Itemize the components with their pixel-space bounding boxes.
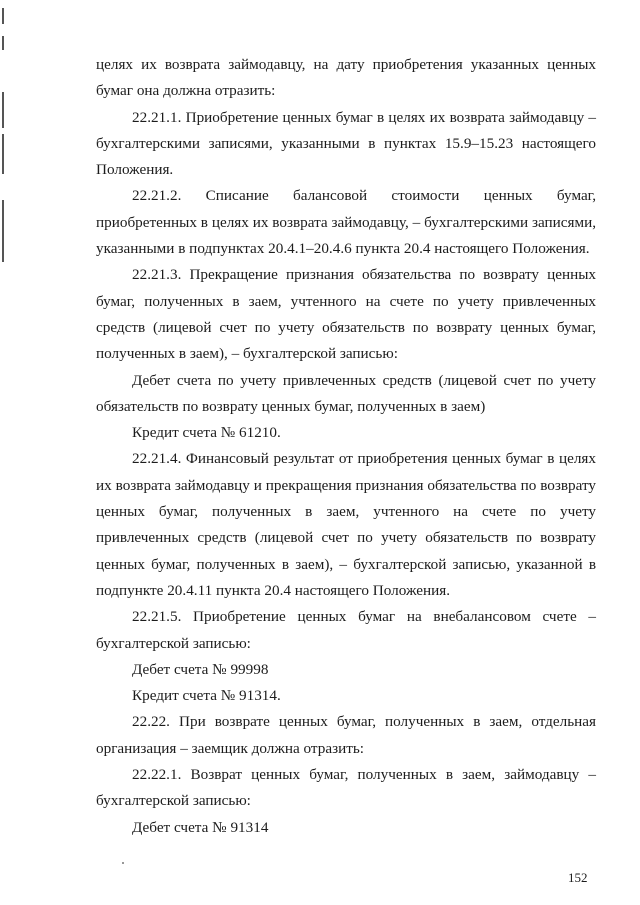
scan-margin-mark: [2, 200, 4, 262]
document-body: [96, 52, 596, 841]
paragraph-22-21-2: 22.21.2. Списание балансовой стоимости ценных бумаг, приобретенных в целях их возврата займодавцу, – бухгалтерскими записями, указанными в подпунктах 20.4.1–20.4.6 пункта 20.4 настоящего Положения.: [96, 187, 596, 258]
debit-entry: Дебет счета № 91314: [132, 818, 269, 836]
paragraph-22-22-1: 22.22.1. Возврат ценных бумаг, полученных в заем, займодавцу – бухгалтерской записью:: [96, 766, 596, 810]
paragraph-22-21-3: 22.21.3. Прекращение признания обязательства по возврату ценных бумаг, полученных в заем, учтенного на счете по учету привлеченных средств (лицевой счет по учету обязательств по возврату ценных бумаг, полученных в заем), – бухгалтерской записью:: [96, 266, 596, 363]
credit-entry: Кредит счета № 91314.: [132, 687, 281, 705]
paragraph-continuation: целях их возврата займодавцу, на дату приобретения указанных ценных бумаг она должна отразить:: [96, 56, 596, 100]
scan-margin-mark: [2, 92, 4, 128]
debit-entry: Дебет счета № 99998: [132, 660, 269, 678]
paragraph-22-21-5: 22.21.5. Приобретение ценных бумаг на внебалансовом счете – бухгалтерской записью:: [96, 608, 596, 652]
page-number: 152: [568, 870, 588, 885]
credit-entry: Кредит счета № 61210.: [132, 424, 281, 442]
scan-margin-mark: [2, 134, 4, 174]
scan-margin-mark: [2, 36, 4, 50]
debit-entry: Дебет счета по учету привлеченных средств (лицевой счет по учету обязательств по возврату ценных бумаг, полученных в заем): [96, 371, 596, 415]
scan-speck: [122, 862, 124, 864]
scan-margin-mark: [2, 8, 4, 24]
paragraph-22-22: 22.22. При возврате ценных бумаг, полученных в заем, отдельная организация – заемщик должна отразить:: [96, 713, 596, 757]
paragraph-22-21-4: 22.21.4. Финансовый результат от приобретения ценных бумаг в целях их возврата займодавцу и прекращения признания обязательства по возврату ценных бумаг, полученных в заем, учтенного на счете по учету привлеченных средств (лицевой счет по учету обязательств по возврату ценных бумаг, полученных в заем), – бухгалтерской записью, указанной в подпункте 20.4.11 пункта 20.4 настоящего Положения.: [96, 450, 596, 599]
paragraph-22-21-1: 22.21.1. Приобретение ценных бумаг в целях их возврата займодавцу – бухгалтерскими записями, указанными в пунктах 15.9–15.23 настоящего Положения.: [96, 108, 596, 179]
